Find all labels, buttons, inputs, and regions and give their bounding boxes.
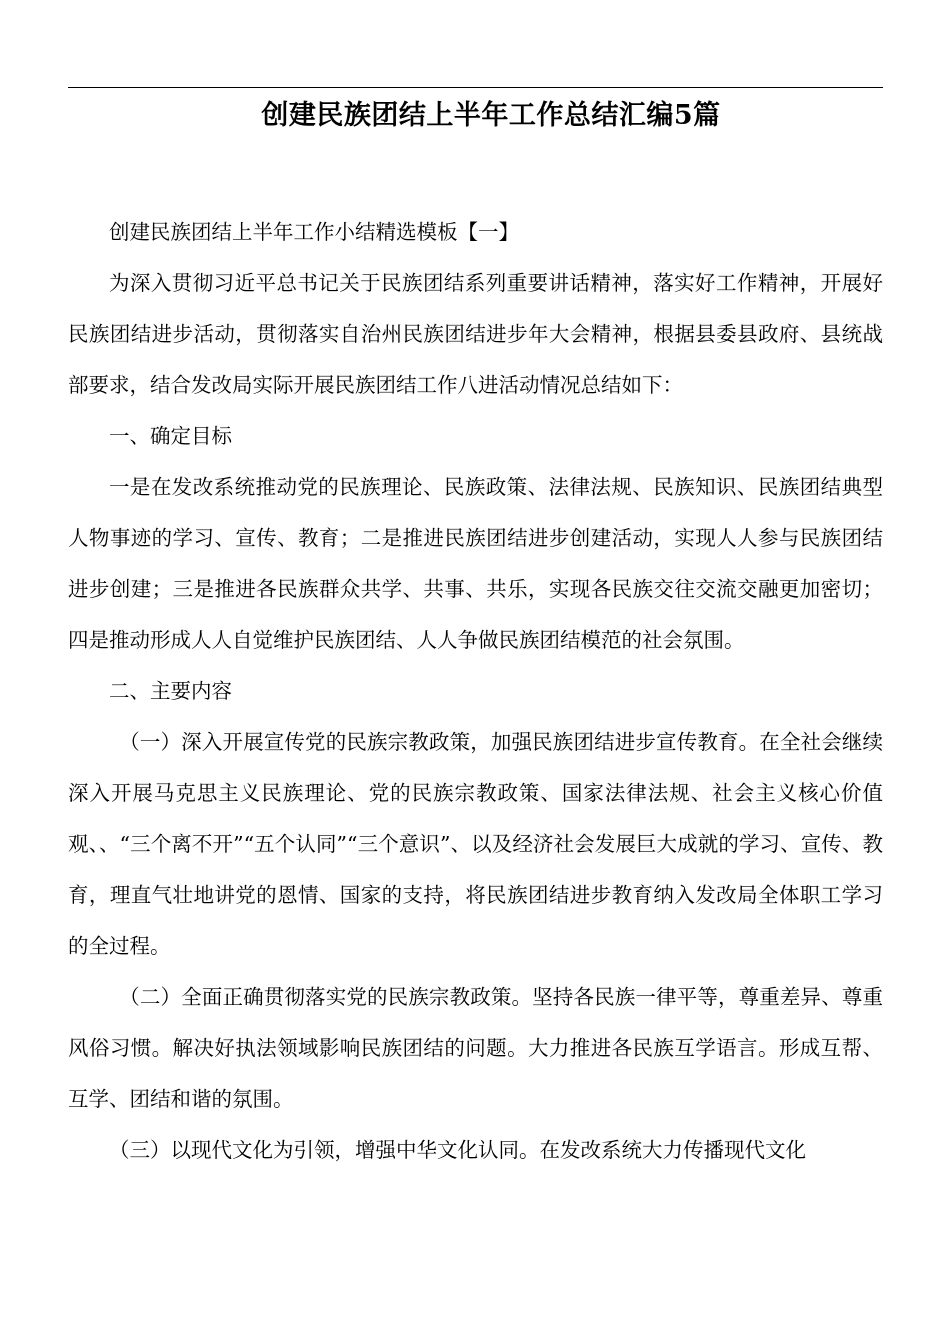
body-paragraph: （二）全面正确贯彻落实党的民族宗教政策。坚持各民族一律平等，尊重差异、尊重风俗习惯。解决好执法领域影响民族团结的问题。大力推进各民族互学语言。形成互帮、互学、团结和谐的氛围。 xyxy=(68,985,883,1111)
document-body xyxy=(68,207,883,1176)
body-paragraph: （一）深入开展宣传党的民族宗教政策，加强民族团结进步宣传教育。在全社会继续深入开展马克思主义民族理论、党的民族宗教政策、国家法律法规、社会主义核心价值观、、“三个离不开”“五个认同”“三个意识”、以及经济社会发展巨大成就的学习、宣传、教育，理直气壮地讲党的恩情、国家的支持，将民族团结进步教育纳入发改局全体职工学习的全过程。 xyxy=(68,730,883,958)
header-rule xyxy=(68,87,883,88)
section-title: 创建民族团结上半年工作小结精选模板【一】 xyxy=(109,220,519,244)
body-paragraph: （三）以现代文化为引领，增强中华文化认同。在发改系统大力传播现代文化 xyxy=(109,1138,806,1162)
section-heading: 二、主要内容 xyxy=(109,679,232,703)
body-paragraph: 一是在发改系统推动党的民族理论、民族政策、法律法规、民族知识、民族团结典型人物事迹的学习、宣传、教育；二是推进民族团结进步创建活动，实现人人参与民族团结进步创建；三是推进各民族群众共学、共事、共乐，实现各民族交往交流交融更加密切；四是推动形成人人自觉维护民族团结、人人争做民族团结模范的社会氛围。 xyxy=(68,475,883,652)
body-paragraph: 为深入贯彻习近平总书记关于民族团结系列重要讲话精神，落实好工作精神，开展好民族团结进步活动，贯彻落实自治州民族团结进步年大会精神，根据县委县政府、县统战部要求，结合发改局实际开展民族团结工作八进活动情况总结如下： xyxy=(68,271,883,397)
document-title: 创建民族团结上半年工作总结汇编5篇 xyxy=(261,100,721,131)
section-heading: 一、确定目标 xyxy=(109,424,232,448)
